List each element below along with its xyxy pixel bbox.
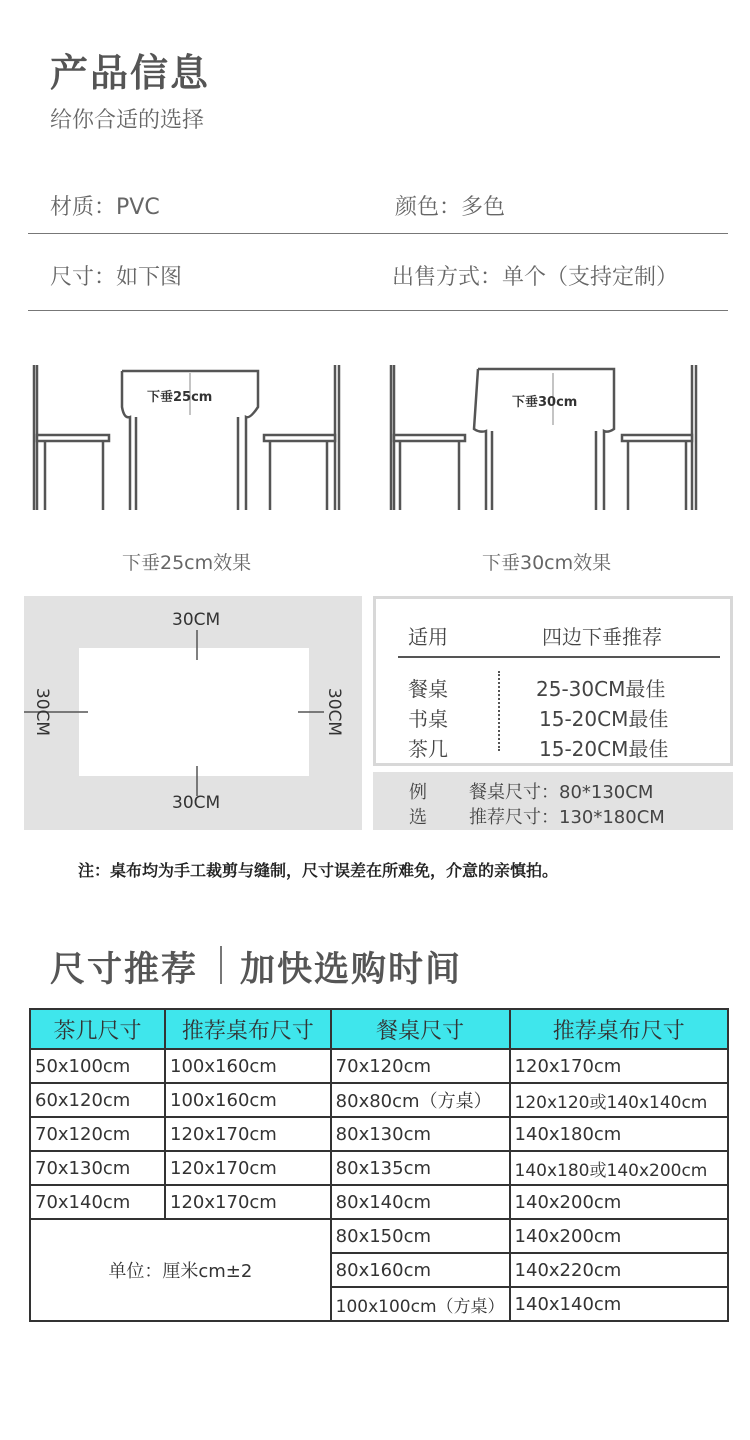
sale-info: 出售方式：单个（支持定制） (392, 265, 679, 290)
table-cell: 140x180或140x200cm (510, 1151, 728, 1185)
measure-left: 30CM (32, 687, 53, 737)
table-cell: 100x160cm (165, 1049, 331, 1083)
example-line-1: 餐桌尺寸：80*130CM (469, 782, 654, 803)
table-cell: 120x170cm (165, 1151, 331, 1185)
table-cell: 140x140cm (510, 1287, 728, 1321)
drop-diagram (24, 596, 362, 830)
header-rec-cloth-1: 推荐桌布尺寸 (165, 1009, 331, 1049)
rec-head-use: 适用 (408, 625, 448, 649)
measure-top: 30CM (172, 610, 221, 630)
measure-right: 30CM (324, 687, 345, 737)
header-rec-cloth-2: 推荐桌布尺寸 (510, 1009, 728, 1049)
table-cell: 80x150cm (331, 1219, 510, 1253)
table-cell: 140x180cm (510, 1117, 728, 1151)
table-row (30, 1185, 728, 1219)
rec-head-drop: 四边下垂推荐 (542, 625, 662, 649)
table-cell: 100x100cm（方桌） (331, 1287, 510, 1321)
rec-use-1: 书桌 (408, 707, 448, 731)
caption-30: 下垂30cm效果 (482, 552, 612, 574)
unit-cell: 单位：厘米cm±2 (30, 1219, 331, 1321)
rec-drop-1: 15-20CM最佳 (539, 707, 669, 731)
table-cell: 70x130cm (30, 1151, 165, 1185)
size-info: 尺寸：如下图 (50, 265, 183, 290)
table-cell: 80x135cm (331, 1151, 510, 1185)
table-cell: 140x220cm (510, 1253, 728, 1287)
section-divider (220, 946, 222, 984)
table-cell: 80x140cm (331, 1185, 510, 1219)
table-cell: 120x170cm (510, 1049, 728, 1083)
rec-use-0: 餐桌 (408, 677, 448, 701)
table-row (30, 1049, 728, 1083)
example-line-2: 推荐尺寸：130*180CM (469, 807, 665, 828)
caption-25: 下垂25cm效果 (122, 552, 252, 574)
header-dining-size: 餐桌尺寸 (331, 1009, 510, 1049)
divider (28, 233, 728, 234)
table-cell: 70x120cm (30, 1117, 165, 1151)
table-illustrations (0, 355, 750, 520)
divider (28, 310, 728, 311)
table-cell: 120x170cm (165, 1117, 331, 1151)
section-title-part2: 加快选购时间 (240, 950, 463, 990)
header-coffee-size: 茶几尺寸 (30, 1009, 165, 1049)
note-text: 注：桌布均为手工裁剪与缝制，尺寸误差在所难免，介意的亲慎拍。 (78, 861, 559, 880)
table-row (30, 1219, 728, 1253)
material-info: 材质：PVC (50, 195, 160, 220)
table-cell: 80x130cm (331, 1117, 510, 1151)
example-box (373, 772, 733, 830)
table-cell: 70x120cm (331, 1049, 510, 1083)
table-cell: 140x200cm (510, 1185, 728, 1219)
example-label-1: 例 (409, 782, 427, 803)
drop-label-30: 下垂30cm (512, 395, 578, 410)
table-row (30, 1083, 728, 1117)
rec-drop-0: 25-30CM最佳 (536, 677, 666, 701)
measure-bottom: 30CM (172, 793, 221, 813)
example-label-2: 选 (409, 807, 427, 828)
table-cell: 80x160cm (331, 1253, 510, 1287)
table-cell: 120x120或140x140cm (510, 1083, 728, 1117)
table-row (30, 1117, 728, 1151)
table-cell: 120x170cm (165, 1185, 331, 1219)
rec-use-2: 茶几 (408, 737, 448, 761)
section-title-part1: 尺寸推荐 (50, 950, 199, 990)
rec-drop-2: 15-20CM最佳 (539, 737, 669, 761)
table-cell: 50x100cm (30, 1049, 165, 1083)
size-table (29, 1008, 729, 1322)
color-info: 颜色：多色 (395, 195, 506, 220)
table-header-row (30, 1009, 728, 1049)
table-cell: 100x160cm (165, 1083, 331, 1117)
table-cell: 60x120cm (30, 1083, 165, 1117)
table-cell: 140x200cm (510, 1219, 728, 1253)
drop-label-25: 下垂25cm (147, 390, 213, 405)
table-row (30, 1151, 728, 1185)
table-cell: 70x140cm (30, 1185, 165, 1219)
page-subtitle: 给你合适的选择 (50, 108, 205, 133)
page-title: 产品信息 (50, 51, 211, 95)
table-cell: 80x80cm（方桌） (331, 1083, 510, 1117)
drop-recommendation (373, 596, 733, 766)
right-table-illustration (391, 365, 696, 510)
